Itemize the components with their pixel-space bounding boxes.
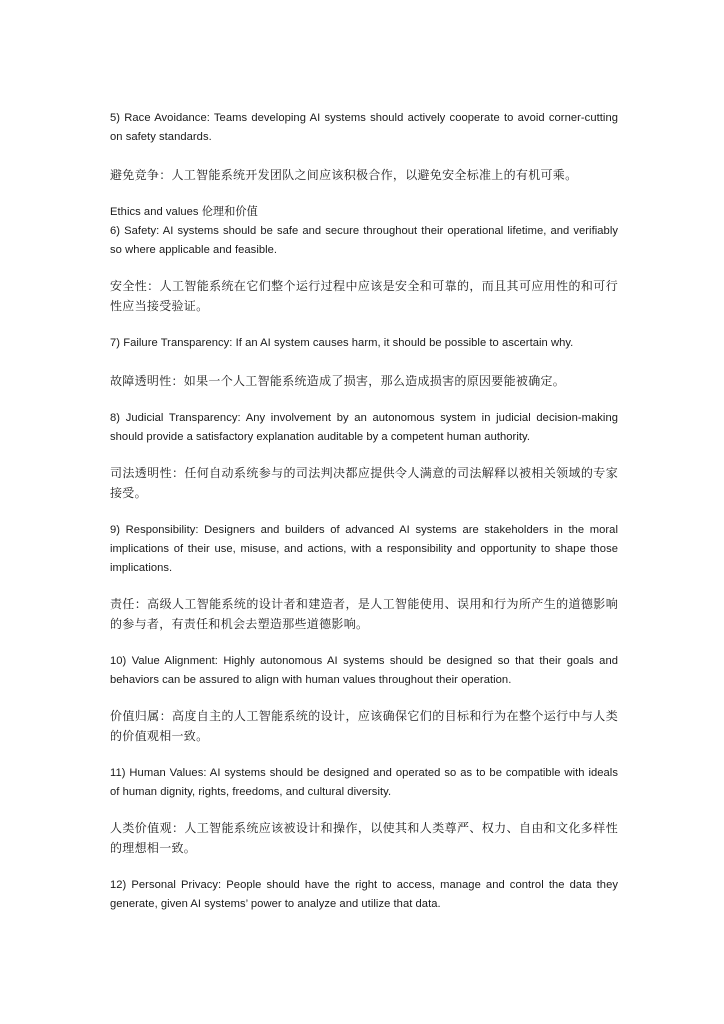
- paragraph-safety-en: 6) Safety: AI systems should be safe and secure throughout their operational lifetime, and verifiably so where applicable and feasible.: [110, 225, 618, 256]
- paragraph-failure-transparency-zh: 故障透明性：如果一个人工智能系统造成了损害，那么造成损害的原因要能被确定。: [110, 374, 566, 388]
- paragraph-value-alignment-zh: 价值归属：高度自主的人工智能系统的设计，应该确保它们的目标和行为在整个运行中与人类的价值观相一致。: [110, 709, 618, 743]
- paragraph-personal-privacy-en: 12) Personal Privacy: People should have the right to access, manage and control the data they generate, given AI systems’ power to analyze and utilize that data.: [110, 879, 618, 910]
- paragraph-failure-transparency-en: 7) Failure Transparency: If an AI system causes harm, it should be possible to ascertain why.: [110, 337, 574, 349]
- section-heading-ethics-values: Ethics and values 伦理和价值: [110, 206, 258, 218]
- paragraph-race-avoidance-en: 5) Race Avoidance: Teams developing AI systems should actively cooperate to avoid corner-cutting on safety standards.: [110, 112, 618, 143]
- paragraph-safety-zh: 安全性：人工智能系统在它们整个运行过程中应该是安全和可靠的，而且其可应用性的和可行性应当接受验证。: [110, 279, 618, 313]
- paragraph-value-alignment-en: 10) Value Alignment: Highly autonomous AI systems should be designed so that their goals and behaviors can be assured to align with human values throughout their operation.: [110, 655, 618, 686]
- paragraph-human-values-en: 11) Human Values: AI systems should be designed and operated so as to be compatible with ideals of human dignity, rights, freedoms, and cultural diversity.: [110, 767, 618, 798]
- paragraph-responsibility-en: 9) Responsibility: Designers and builders of advanced AI systems are stakeholders in the moral implications of their use, misuse, and actions, with a responsibility and opportunity to shape those implications.: [110, 524, 618, 574]
- paragraph-judicial-transparency-zh: 司法透明性：任何自动系统参与的司法判决都应提供令人满意的司法解释以被相关领域的专家接受。: [110, 466, 618, 500]
- paragraph-responsibility-zh: 责任：高级人工智能系统的设计者和建造者，是人工智能使用、误用和行为所产生的道德影响的参与者，有责任和机会去塑造那些道德影响。: [110, 597, 618, 631]
- paragraph-race-avoidance-zh: 避免竞争：人工智能系统开发团队之间应该积极合作，以避免安全标准上的有机可乘。: [110, 168, 578, 182]
- paragraph-judicial-transparency-en: 8) Judicial Transparency: Any involvement by an autonomous system in judicial decision-making should provide a satisfactory explanation auditable by a competent human authority.: [110, 412, 618, 443]
- paragraph-human-values-zh: 人类价值观：人工智能系统应该被设计和操作，以使其和人类尊严、权力、自由和文化多样性的理想相一致。: [110, 821, 618, 855]
